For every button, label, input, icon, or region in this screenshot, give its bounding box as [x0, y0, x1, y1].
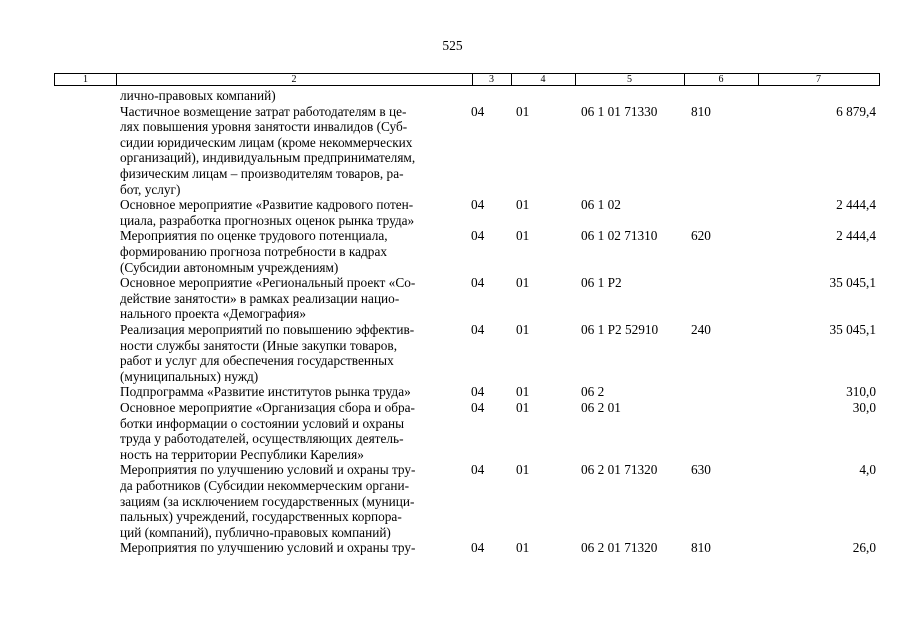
- row-section: 04: [471, 228, 485, 244]
- table-row: [0, 197, 905, 228]
- table-row: [0, 104, 905, 198]
- row-amount: 30,0: [852, 399, 876, 415]
- row-target-code: 06 2 01 71320: [581, 540, 658, 556]
- column-number-2: 2: [291, 74, 297, 85]
- row-target-code: 06 1 02 71310: [581, 228, 658, 244]
- row-amount: 4,0: [859, 462, 876, 478]
- row-subsection: 01: [516, 228, 530, 244]
- budget-table-body: [0, 88, 905, 556]
- row-description: Мероприятия по улучшению условий и охраны тру-: [120, 540, 416, 556]
- row-subsection: 01: [516, 399, 530, 415]
- table-row: [0, 540, 905, 556]
- row-description: Основное мероприятие «Региональный проект «Со- действие занятости» в рамках реализации нацио- нального проекта «Демография»: [120, 275, 416, 322]
- row-amount: 2 444,4: [836, 228, 876, 244]
- row-description: Основное мероприятие «Организация сбора и обра- ботки информации о состоянии условий и охраны труда у работодателей, осуществляющих деятель- ность на территории Республики Карелия»: [120, 399, 415, 462]
- column-number-7: 7: [816, 74, 821, 85]
- row-section: 04: [471, 197, 485, 213]
- table-row: [0, 400, 905, 462]
- row-subsection: 01: [516, 540, 530, 556]
- row-target-code: 06 2: [581, 384, 605, 400]
- column-number-5: 5: [627, 74, 632, 85]
- row-expense-type: 620: [691, 228, 711, 244]
- row-subsection: 01: [516, 197, 530, 213]
- row-section: 04: [471, 399, 485, 415]
- row-subsection: 01: [516, 103, 530, 119]
- row-expense-type: 810: [691, 103, 711, 119]
- row-section: 04: [471, 275, 485, 291]
- row-amount: 35 045,1: [829, 321, 876, 337]
- row-description: Частичное возмещение затрат работодателям в це- лях повышения уровня занятости инвалидов (Суб- сидии юридическим лицам (кроме некоммерческих организаций), индивидуальным предпринимателям, физическим лицам – производителям товаров, ра- бот, услуг): [120, 103, 416, 197]
- row-description: Реализация мероприятий по повышению эффектив- ности службы занятости (Иные закупки товаров, работ и услуг для обеспечения государственных (муниципальных) нужд): [120, 321, 415, 384]
- row-section: 04: [471, 540, 485, 556]
- row-target-code: 06 1 01 71330: [581, 103, 658, 119]
- row-target-code: 06 1 P2 52910: [581, 321, 659, 337]
- column-number-4: 4: [540, 74, 546, 85]
- column-number-3: 3: [489, 74, 494, 85]
- column-number-header: [54, 73, 880, 86]
- page-number: 525: [442, 38, 463, 53]
- row-section: 04: [471, 384, 485, 400]
- row-subsection: 01: [516, 462, 530, 478]
- row-description: Подпрограмма «Развитие институтов рынка труда»: [120, 384, 411, 400]
- row-expense-type: 630: [691, 462, 711, 478]
- row-description: Основное мероприятие «Развитие кадрового потен- циала, разработка прогнозных оценок рынка труда»: [120, 197, 415, 228]
- row-target-code: 06 2 01 71320: [581, 462, 658, 478]
- row-section: 04: [471, 103, 485, 119]
- row-expense-type: 810: [691, 540, 711, 556]
- row-description: Мероприятия по улучшению условий и охраны тру- да работников (Субсидии некоммерческим органи- зациям (за исключением государственных (муници- пальных) учреждений, государственных корпора- ций (компаний), публично-правовых компаний): [120, 462, 416, 540]
- row-section: 04: [471, 321, 485, 337]
- table-row: [0, 275, 905, 322]
- row-subsection: 01: [516, 321, 530, 337]
- row-expense-type: 240: [691, 321, 711, 337]
- table-row: [0, 322, 905, 384]
- table-row: [0, 228, 905, 275]
- row-amount: 35 045,1: [829, 275, 876, 291]
- row-description: Мероприятия по оценке трудового потенциала, формированию прогноза потребности в кадрах (Субсидии автономным учреждениям): [120, 228, 388, 275]
- row-subsection: 01: [516, 275, 530, 291]
- table-row: [0, 384, 905, 400]
- row-target-code: 06 2 01: [581, 399, 621, 415]
- row-amount: 6 879,4: [836, 103, 876, 119]
- row-section: 04: [471, 462, 485, 478]
- row-amount: 2 444,4: [836, 197, 876, 213]
- row-amount: 26,0: [852, 540, 876, 556]
- row-description: лично-правовых компаний): [120, 88, 276, 103]
- column-number-1: 1: [83, 74, 88, 85]
- table-row: [0, 462, 905, 540]
- table-row: [0, 88, 905, 104]
- row-subsection: 01: [516, 384, 530, 400]
- row-target-code: 06 1 02: [581, 197, 621, 213]
- row-target-code: 06 1 P2: [581, 275, 622, 291]
- column-number-6: 6: [718, 74, 724, 85]
- row-amount: 310,0: [846, 384, 876, 400]
